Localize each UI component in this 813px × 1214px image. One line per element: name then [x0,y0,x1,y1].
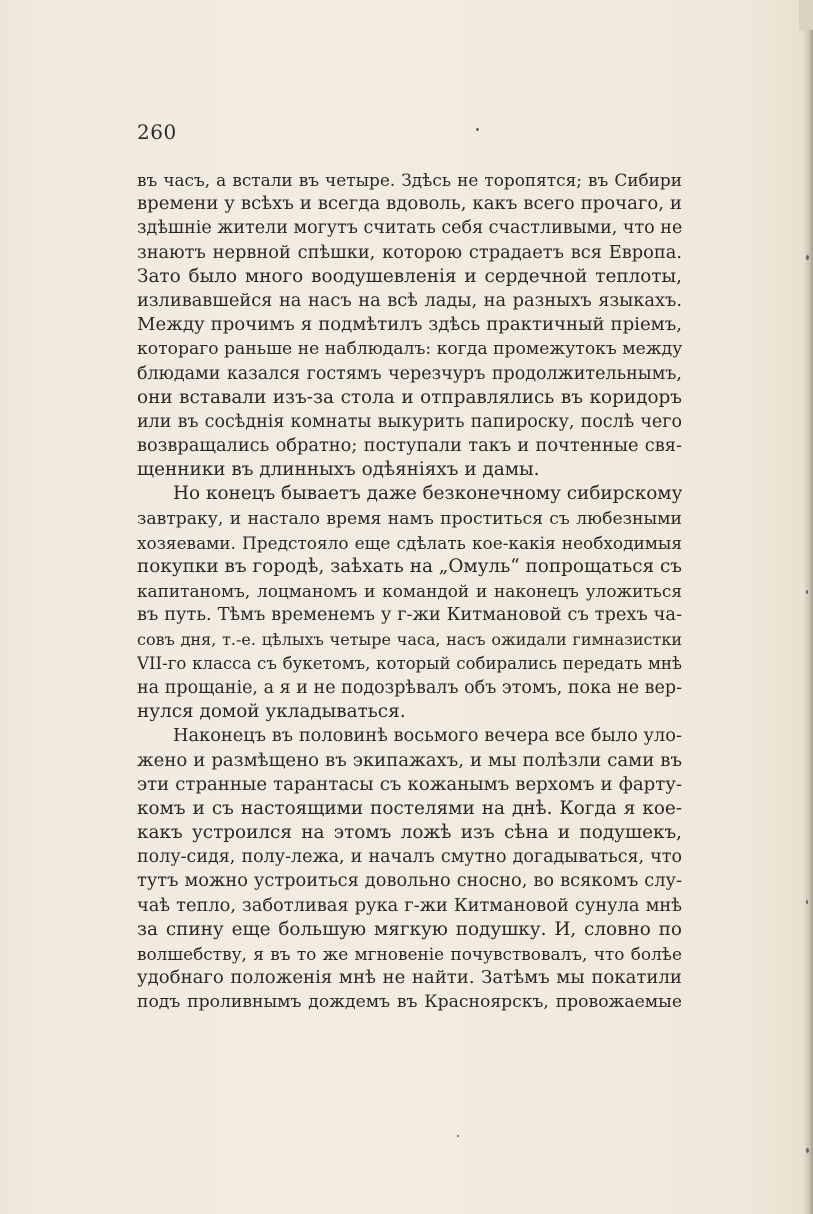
paper-speck [806,900,808,904]
text-line: на прощаніе, а я и не подозрѣвалъ объ этомъ, пока не вер- [137,677,682,698]
text-line: Наконецъ въ половинѣ восьмого вечера все было уло- [173,725,682,747]
text-line: удобнаго положенія мнѣ не найти. Затѣмъ мы покатили [137,967,682,989]
paper-speck [457,1135,459,1137]
paper-speck [806,1148,809,1153]
text-line: совъ дня, т.-е. цѣлыхъ четыре часа, насъ ожидали гимназистки [137,629,682,649]
text-line: въ путь. Тѣмъ временемъ у г-жи Китмановой съ трехъ ча- [137,604,682,626]
paper-speck [806,255,809,260]
page-edge-shadow [803,0,813,1214]
paper-speck [476,128,479,131]
text-line: покупки въ городѣ, заѣхать на „Омуль“ попрощаться съ [137,556,682,577]
text-line: Зато было много воодушевленія и сердечной теплоты, [137,265,682,287]
text-line: подъ проливнымъ дождемъ въ Красноярскъ, провожаемые [137,992,682,1013]
text-line: щенники въ длинныхъ одѣяніяхъ и дамы. [137,459,540,481]
text-line: они вставали изъ-за стола и отправлялись въ коридоръ [137,386,682,408]
text-line: знаютъ нервной спѣшки, которою страдаетъ вся Европа. [137,241,682,263]
text-line: жено и размѣщено въ экипажахъ, и мы полѣзли сами въ [137,749,682,771]
text-line: тутъ можно устроиться довольно сносно, во всякомъ слу- [137,870,682,892]
text-line: полу-сидя, полу-лежа, и началъ смутно догадываться, что [137,847,682,868]
body-text [137,168,682,1015]
text-line: комъ и съ настоящими постелями на днѣ. Когда я кое- [137,797,682,819]
page-corner [799,0,813,30]
text-line: какъ устроился на этомъ ложѣ изъ сѣна и подушекъ, [137,822,682,844]
text-line: возвращались обратно; поступали такъ и почтенные свя- [137,435,682,457]
text-line: эти странные тарантасы съ кожанымъ верхомъ и фарту- [137,773,682,795]
text-line: Между прочимъ я подмѣтилъ здѣсь практичный пріемъ, [137,314,682,336]
text-line: волшебству, я въ то же мгновеніе почувствовалъ, что болѣе [137,944,682,964]
text-line: за спину еще большую мягкую подушку. И, словно по [137,918,682,940]
text-line: Но конецъ бываетъ даже безконечному сибирскому [173,483,682,505]
text-line: времени у всѣхъ и всегда вдоволь, какъ всего прочаго, и [137,193,682,215]
text-line: хозяевами. Предстояло еще сдѣлать кое-какія необходимыя [137,532,682,553]
text-line: блюдами казался гостямъ черезчуръ продолжительнымъ, [137,363,682,384]
text-line: нулся домой укладываться. [137,701,406,723]
text-line: здѣшніе жители могутъ считать себя счастливыми, что не [137,218,682,239]
text-line: или въ сосѣднія комнаты выкурить папироску, послѣ чего [137,411,682,432]
page-number: 260 [137,120,177,144]
text-line: изливавшейся на насъ на всѣ лады, на разныхъ языкахъ. [137,289,682,311]
text-line: котораго раньше не наблюдалъ: когда промежутокъ между [137,339,682,360]
text-line: въ часъ, а встали въ четыре. Здѣсь не торопятся; въ Сибири [137,170,682,190]
text-line: завтраку, и настало время намъ проститься съ любезными [137,508,682,529]
paper-speck [806,590,808,594]
text-line: VII-го класса съ букетомъ, который собирались передать мнѣ [137,653,682,673]
text-line: капитаномъ, лоцманомъ и командой и наконецъ уложиться [137,581,682,602]
text-line: чаѣ тепло, заботливая рука г-жи Китмановой сунула мнѣ [137,894,682,916]
